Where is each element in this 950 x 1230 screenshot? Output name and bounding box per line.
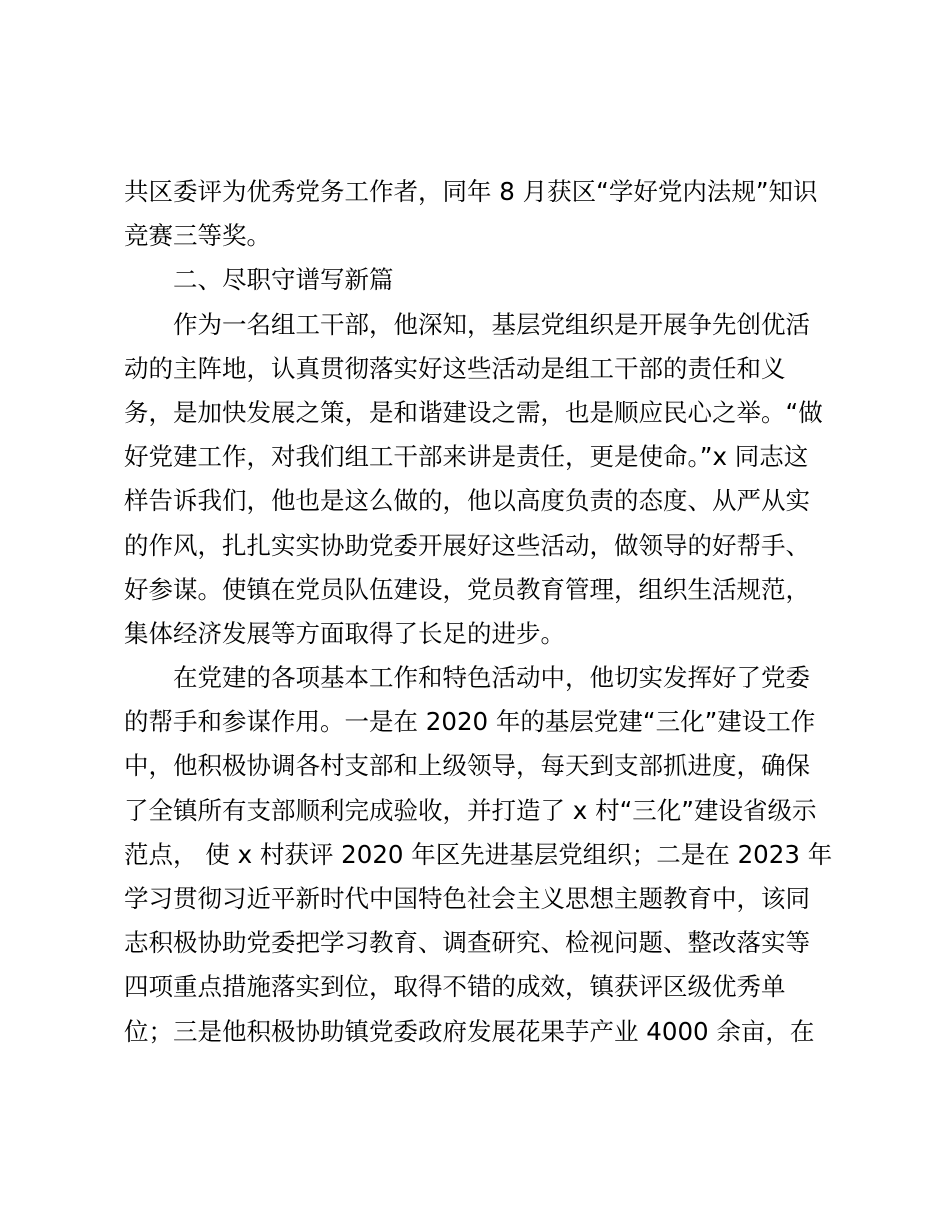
paragraph-line: 共区委评为优秀党务工作者，同年 8 月获区“学好党内法规”知识 [124,177,818,206]
paragraph-line: 样告诉我们，他也是这么做的，他以高度负责的态度、从严从实 [124,486,810,516]
paragraph-line: 作为一名组工干部，他深知，基层党组织是开展争先创优活 [173,309,810,339]
paragraph-line: 学习贯彻习近平新时代中国特色社会主义思想主题教育中，该同 [124,884,810,913]
paragraph-line: 的作风，扎扎实实协助党委开展好这些活动，做领导的好帮手、 [124,530,810,560]
paragraph-line: 位；三是他积极协助镇党委政府发展花果芋产业 4000 余亩，在 [124,1016,815,1046]
paragraph-line: 范点， 使 x 村获评 2020 年区先进基层党组织；二是在 2023 年 [124,839,833,869]
paragraph-line: 好参谋。使镇在党员队伍建设，党员教育管理，组织生活规范， [124,574,810,604]
paragraph-line: 志积极协助党委把学习教育、调查研究、检视问题、整改落实等 [124,928,810,958]
paragraph-line: 集体经济发展等方面取得了长足的进步。 [124,618,565,648]
paragraph-line: 在党建的各项基本工作和特色活动中，他切实发挥好了党委 [173,663,810,693]
paragraph-line: 中，他积极协调各村支部和上级领导，每天到支部抓进度，确保 [124,751,810,781]
paragraph-line: 好党建工作，对我们组工干部来讲是责任，更是使命。”x 同志这 [124,442,809,472]
body-text [124,170,844,1054]
paragraph-line: 务，是加快发展之策，是和谐建设之需，也是顺应民心之举。“做 [124,397,823,427]
paragraph-line: 动的主阵地，认真贯彻落实好这些活动是组工干部的责任和义 [124,353,786,383]
paragraph-line: 竞赛三等奖。 [124,221,271,251]
section-heading: 二、尽职守谱写新篇 [173,265,394,295]
paragraph-line: 四项重点措施落实到位，取得不错的成效，镇获评区级优秀单 [124,972,786,1002]
paragraph-line: 了全镇所有支部顺利完成验收，并打造了 x 村“三化”建设省级示 [124,795,817,825]
paragraph-line: 的帮手和参谋作用。一是在 2020 年的基层党建“三化”建设工作 [124,707,816,737]
